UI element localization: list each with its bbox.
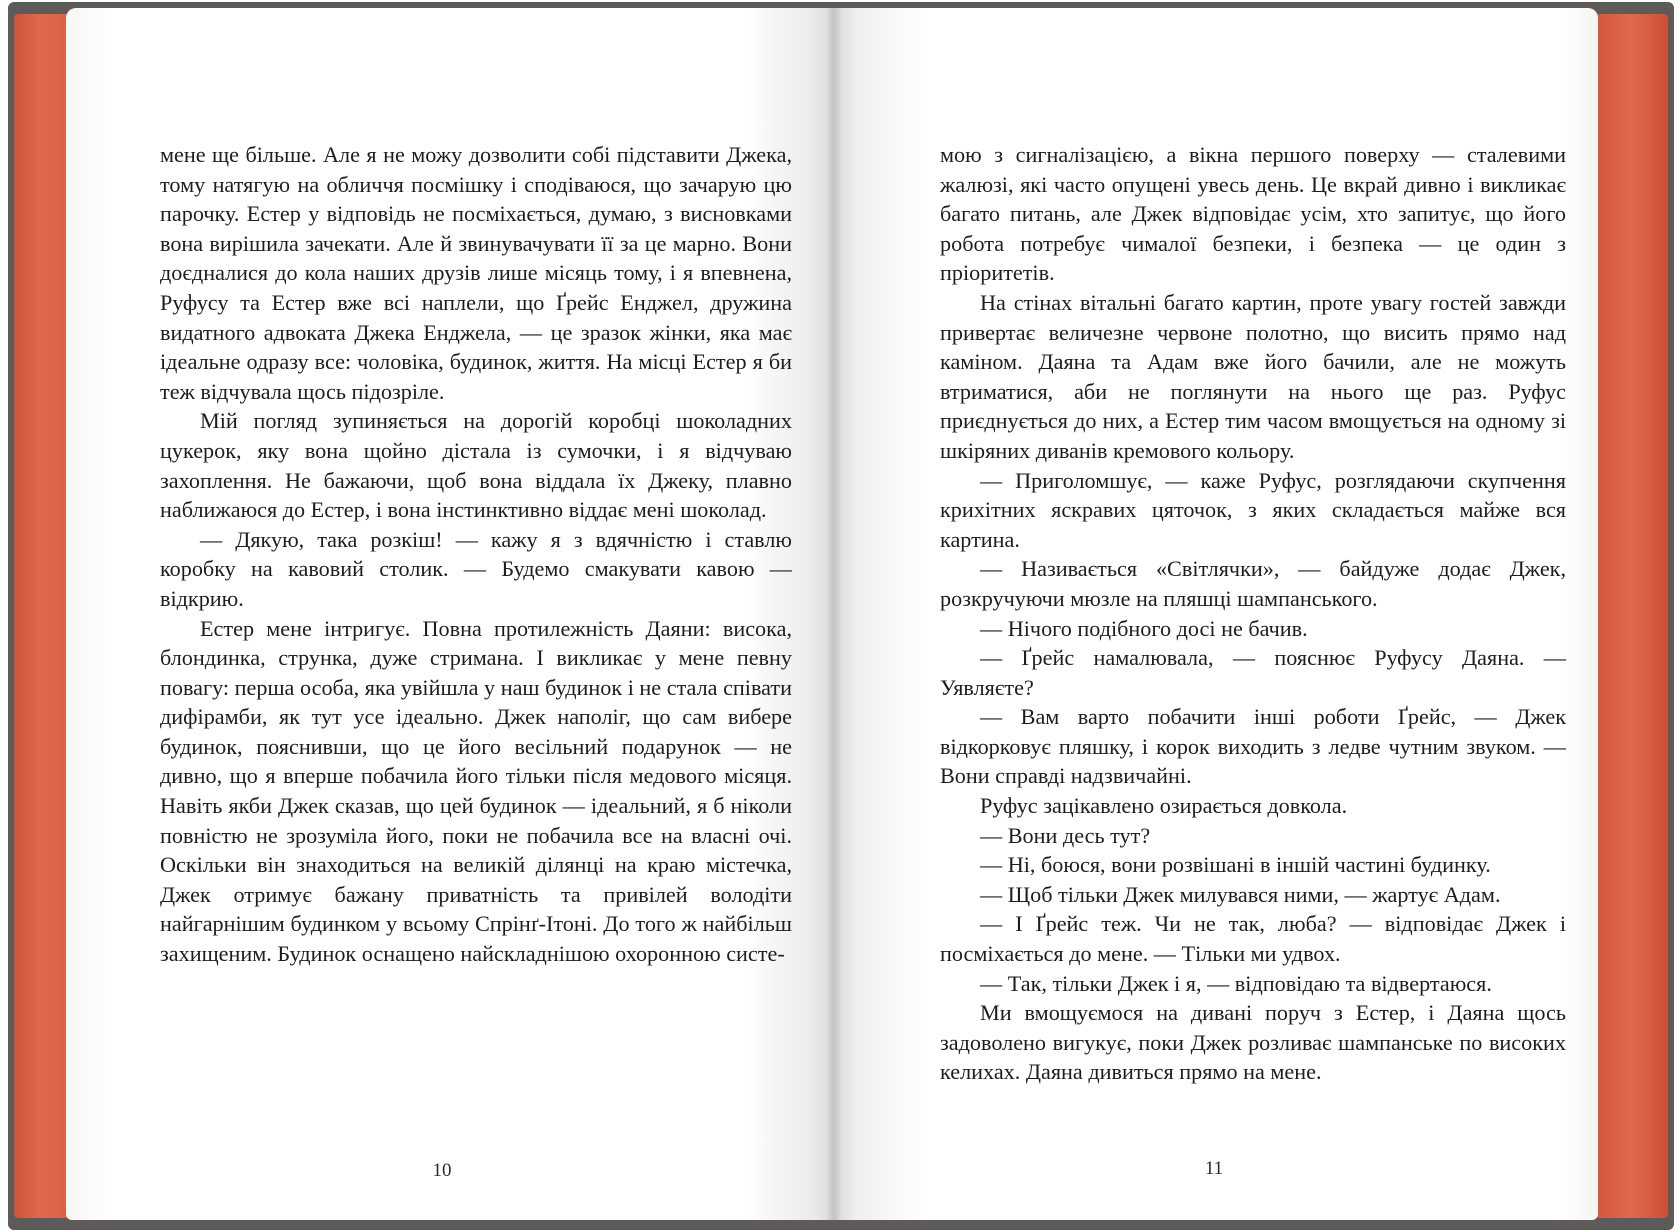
paragraph: — Називається «Світлячки», — байдуже додає Джек, розкручуючи мюзле на пляшці шампанського. (940, 556, 1566, 611)
paragraph: Естер мене інтригує. Повна протилежність Даяни: висока, блондинка, струнка, дуже стримана. І викликає у мене певну повагу: перша особа, яка увійшла у наш будинок і не стала співати дифірамби, як тут усе ідеально. Джек наполіг, що сам вибере будинок, пояснивши, що це його весільний подарунок — не дивно, що я вперше побачила його тільки після медового місяця. Навіть якби Джек сказав, що цей будинок — ідеальний, я б ніколи повністю не зрозуміла його, поки не побачила все на власні очі. Оскільки він знаходиться на великій ділянці на краю містечка, Джек отримує бажану приватність та привілей володіти найгарнішим будинком у всьому Спрінґ-Ітоні. До того ж найбільш захищеним. Будинок оснащено найскладнішою охоронною систе- (160, 615, 792, 967)
paragraph: Мій погляд зупиняється на дорогій коробці шоколадних цукерок, яку вона щойно дістала із сумочки, і я відчуваю захоплення. Не бажаючи, щоб вона віддала їх Джеку, плавно наближаюся до Естер, і вона інстинктивно віддає мені шоколад. (160, 408, 792, 523)
paragraph: — Так, тільки Джек і я, — відповідаю та відвертаюся. (980, 970, 1492, 996)
paragraph: мою з сигналізацією, а вікна першого поверху — сталевими жалюзі, які часто опущені увесь день. Це вкрай дивно і викликає багато питань, але Джек відповідає усім, хто запитує, що його робота потребує чималої безпеки, і безпека — це один з пріоритетів. (940, 142, 1566, 286)
paragraph: — Вам варто побачити інші роботи Ґрейс, — Джек відкорковує пляшку, і корок виходить з ледве чутним звуком. — Вони справді надзвичайні. (940, 704, 1566, 789)
spine-gutter (826, 8, 842, 1220)
paragraph: — Ґрейс намалювала, — пояснює Руфусу Даяна. — Уявляєте? (940, 645, 1566, 700)
paragraph: Руфус зацікавлено озирається довкола. (980, 793, 1348, 819)
paragraph: На стінах вітальні багато картин, проте увагу гостей завжди привертає величезне червоне полотно, що висить прямо над каміном. Даяна та Адам вже його бачили, але не можуть втриматися, аби не поглянути на нього ще раз. Руфус приєднується до них, а Естер тим часом вмощується на одному зі шкіряних диванів кремового кольору. (940, 289, 1566, 463)
right-page-edge (1596, 14, 1668, 1218)
paragraph: — Вони десь тут? (980, 822, 1151, 848)
paragraph: мене ще більше. Але я не можу дозволити собі підставити Джека, тому натягую на обличчя посмішку і сподіваюся, що зачарую цю парочку. Естер у відповідь не посміхається, думаю, з висновками вона вирішила зачекати. Але й звинувачувати її за це марно. Вони доєдналися до кола наших друзів лише місяць тому, і я впевнена, Руфусу та Естер вже всі наплели, що Ґрейс Енджел, дружина видатного адвоката Джека Енджела, — це зразок жінки, яка має ідеальне одразу все: чоловіка, будинок, життя. На місці Естер я би теж відчувала щось підозріле. (160, 142, 792, 404)
page-number: 10 (432, 1160, 452, 1181)
page-number: 11 (1204, 1158, 1224, 1179)
left-page-text (160, 140, 792, 969)
paragraph: — Нічого подібного досі не бачив. (980, 615, 1308, 641)
paragraph: — Дякую, така розкіш! — кажу я з вдячністю і ставлю коробку на кавовий столик. — Будемо смакувати кавою — відкрию. (160, 526, 792, 611)
paragraph: — Приголомшує, — каже Руфус, розглядаючи скупчення крихітних яскравих цяточок, з яких складається майже вся картина. (940, 467, 1566, 552)
right-page-text (940, 140, 1566, 1087)
right-page (834, 8, 1598, 1220)
paragraph: — Ні, боюся, вони розвішані в іншій частині будинку. (980, 852, 1491, 878)
paragraph: Ми вмощуємося на дивані поруч з Естер, і Даяна щось задоволено вигукує, поки Джек розливає шампанське по високих келихах. Даяна дивиться прямо на мене. (940, 1000, 1566, 1085)
left-page (66, 8, 834, 1220)
paragraph: — Щоб тільки Джек милувався ними, — жартує Адам. (980, 881, 1501, 907)
paragraph: — І Ґрейс теж. Чи не так, люба? — відповідає Джек і посміхається до мене. — Тільки ми удвох. (940, 911, 1566, 967)
